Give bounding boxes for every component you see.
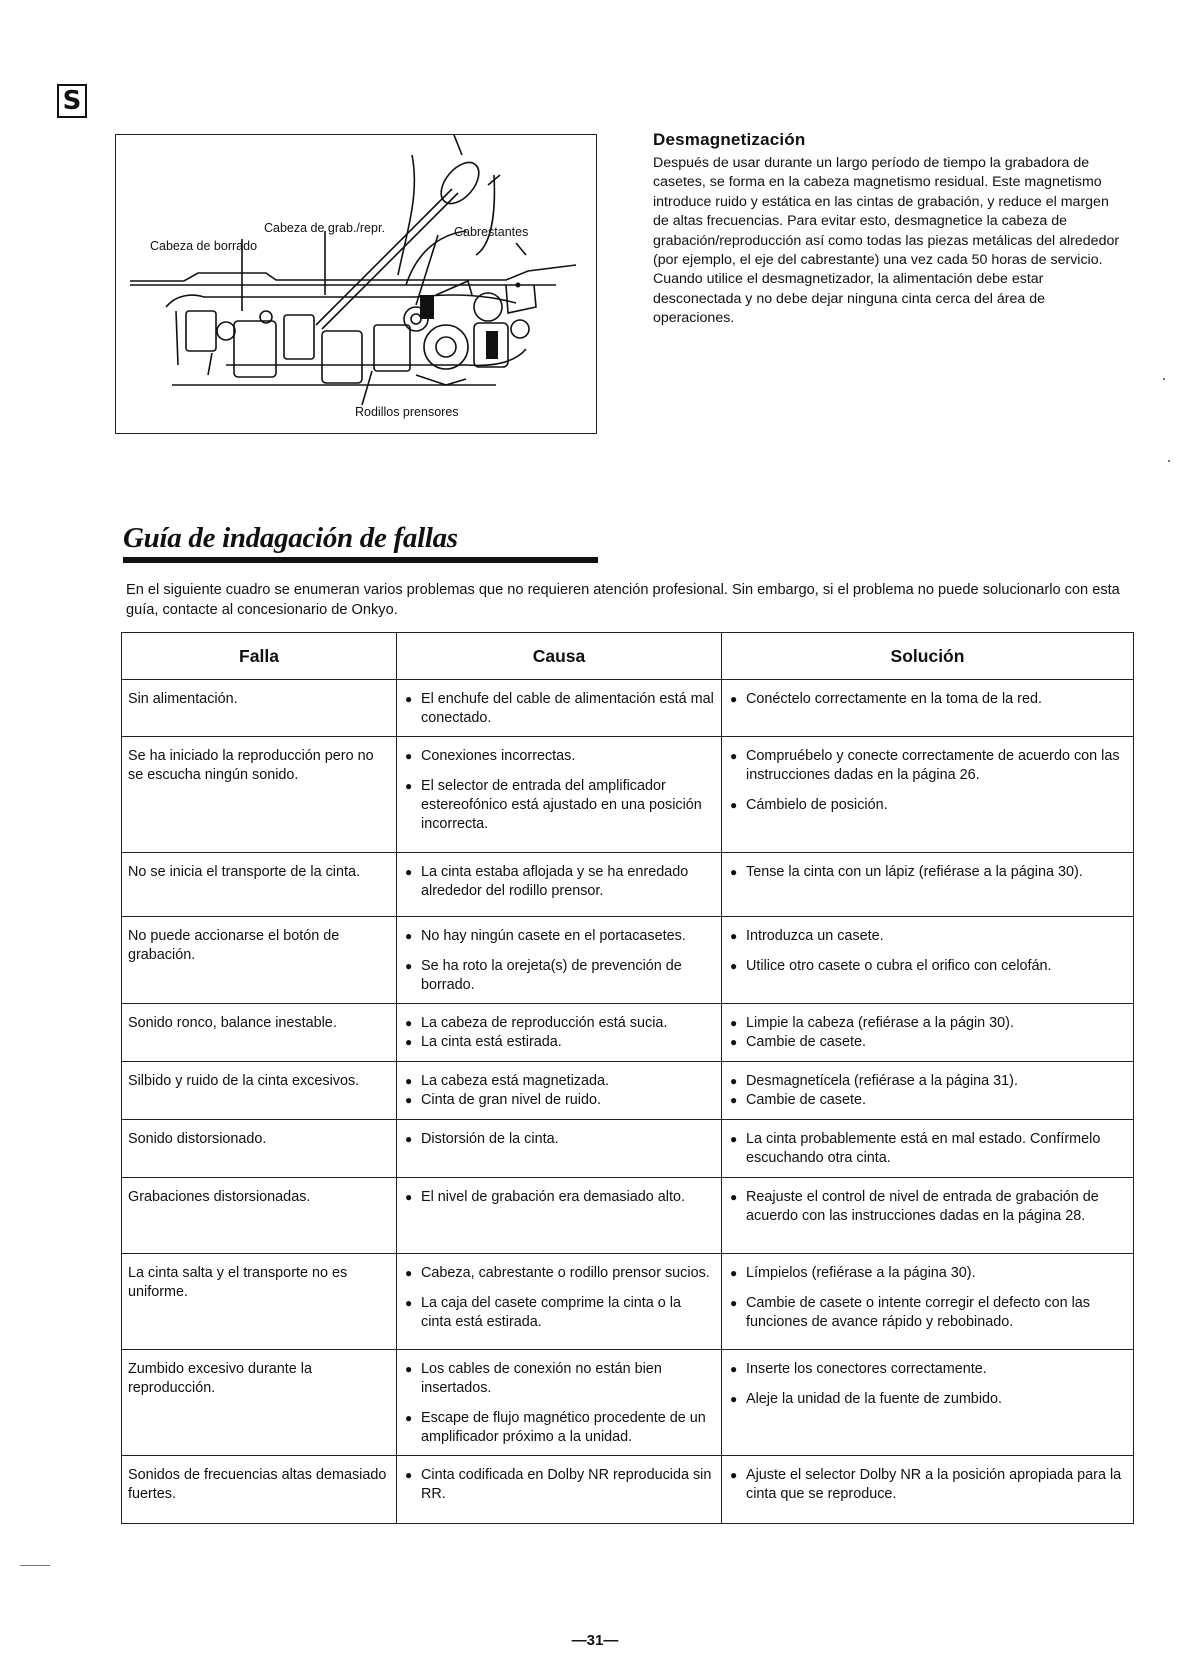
cause-item: ● Distorsión de la cinta.	[403, 1130, 715, 1149]
cause-cell	[397, 1254, 722, 1350]
cause-list	[403, 1130, 715, 1149]
solution-list	[728, 1466, 1127, 1504]
cause-item: ● No hay ningún casete en el portacasetes.	[403, 927, 715, 946]
solution-item: ● Cambie de casete.	[728, 1091, 1127, 1110]
cause-cell	[397, 917, 722, 1004]
page-number: —31—	[571, 1632, 619, 1649]
header-solution: Solución	[722, 633, 1134, 680]
solution-cell	[722, 1004, 1134, 1062]
scan-speck	[1163, 378, 1165, 380]
label-rec-head: Cabeza de grab./repr.	[264, 221, 385, 235]
cause-item: ● La cinta está estirada.	[403, 1033, 715, 1052]
solution-list	[728, 1014, 1127, 1052]
solution-item: ● Aleje la unidad de la fuente de zumbido.	[728, 1390, 1127, 1409]
solution-item: ● Compruébelo y conecte correctamente de acuerdo con las instrucciones dadas en la página 26.	[728, 747, 1127, 785]
cause-cell	[397, 1350, 722, 1456]
solution-cell	[722, 1178, 1134, 1254]
cleaning-figure	[115, 134, 597, 434]
tape-head-illustration	[116, 135, 596, 433]
cause-list	[403, 690, 715, 728]
solution-item: ● Desmagnetícela (refiérase a la página 31).	[728, 1072, 1127, 1091]
fault-cell: Se ha iniciado la reproducción pero no se escucha ningún sonido.	[122, 737, 397, 853]
solution-item: ● Cámbielo de posición.	[728, 796, 1127, 815]
solution-item: ● Límpielos (refiérase a la página 30).	[728, 1264, 1127, 1283]
table-body	[122, 680, 1134, 1524]
solution-list	[728, 1072, 1127, 1110]
table-header-row	[122, 633, 1134, 680]
demagnetization-body: Después de usar durante un largo período de tiempo la grabadora de casetes, se forma en la cabeza magnetismo residual. Este magnetismo introduce ruido y estática en las cintas de grabación, y reduce el margen de altas frecuencias. Para evitar esto, desmagnetice la cabeza de grabación/reproducción así como todas las piezas metálicas del alrededor (por ejemplo, el eje del cabrestante) una vez cada 50 horas de servicio. Cuando utilice el desmagnetizador, la alimentación debe estar desconectada y no debe dejar ninguna cinta cerca del área de operaciones.	[653, 155, 1120, 327]
cause-cell	[397, 1004, 722, 1062]
solution-cell	[722, 853, 1134, 917]
cause-item: ● Se ha roto la orejeta(s) de prevención de borrado.	[403, 957, 715, 995]
demagnetization-title: Desmagnetización	[653, 130, 806, 149]
language-badge: S	[57, 84, 87, 118]
cause-list	[403, 863, 715, 901]
solution-cell	[722, 1254, 1134, 1350]
cause-item: ● Cinta de gran nivel de ruido.	[403, 1091, 715, 1110]
table-row	[122, 1178, 1134, 1254]
cause-item: ● Los cables de conexión no están bien insertados.	[403, 1360, 715, 1398]
table-row	[122, 1350, 1134, 1456]
fault-cell: Sonidos de frecuencias altas demasiado fuertes.	[122, 1456, 397, 1524]
cause-item: ● Cinta codificada en Dolby NR reproducida sin RR.	[403, 1466, 715, 1504]
table-row	[122, 680, 1134, 737]
solution-item: ● Conéctelo correctamente en la toma de la red.	[728, 690, 1127, 709]
cause-cell	[397, 1120, 722, 1178]
label-erase-head: Cabeza de borrado	[150, 239, 258, 253]
cause-item: ● El enchufe del cable de alimentación está mal conectado.	[403, 690, 715, 728]
solution-list	[728, 1360, 1127, 1409]
troubleshooting-table	[121, 632, 1134, 1524]
solution-cell	[722, 680, 1134, 737]
cause-list	[403, 927, 715, 995]
solution-list	[728, 747, 1127, 815]
solution-item: ● Introduzca un casete.	[728, 927, 1127, 946]
cause-item: ● La cabeza de reproducción está sucia.	[403, 1014, 715, 1033]
cause-list	[403, 1264, 715, 1332]
cause-cell	[397, 1456, 722, 1524]
cause-item: ● Escape de flujo magnético procedente de un amplificador próximo a la unidad.	[403, 1409, 715, 1447]
solution-list	[728, 927, 1127, 976]
solution-list	[728, 863, 1127, 882]
title-rule	[123, 557, 598, 563]
troubleshooting-title: Guía de indagación de fallas	[123, 522, 458, 554]
table-row	[122, 1062, 1134, 1120]
fault-cell: No puede accionarse el botón de grabación.	[122, 917, 397, 1004]
table-row	[122, 1254, 1134, 1350]
solution-list	[728, 1130, 1127, 1168]
fault-cell: La cinta salta y el transporte no es uniforme.	[122, 1254, 397, 1350]
cause-cell	[397, 680, 722, 737]
cause-item: ● El nivel de grabación era demasiado alto.	[403, 1188, 715, 1207]
table-row	[122, 1120, 1134, 1178]
cause-cell	[397, 737, 722, 853]
solution-item: ● Tense la cinta con un lápiz (refiérase a la página 30).	[728, 863, 1127, 882]
cause-list	[403, 1014, 715, 1052]
cause-cell	[397, 1062, 722, 1120]
solution-cell	[722, 1456, 1134, 1524]
cause-item: ● La cinta estaba aflojada y se ha enredado alrededor del rodillo prensor.	[403, 863, 715, 901]
table-row	[122, 917, 1134, 1004]
cause-list	[403, 1360, 715, 1447]
cause-item: ● El selector de entrada del amplificador estereofónico está ajustado en una posición incorrecta.	[403, 777, 715, 834]
fault-cell: Silbido y ruido de la cinta excesivos.	[122, 1062, 397, 1120]
label-capstans: Cabrestantes	[454, 225, 529, 239]
solution-item: ● Cambie de casete.	[728, 1033, 1127, 1052]
troubleshooting-intro: En el siguiente cuadro se enumeran varios problemas que no requieren atención profesional. Sin embargo, si el problema no puede solucionarlo con esta guía, contacte al concesionario de Onkyo.	[126, 582, 1120, 618]
cause-list	[403, 747, 715, 834]
cause-item: ● Conexiones incorrectas.	[403, 747, 715, 766]
solution-cell	[722, 1120, 1134, 1178]
cause-item: ● La caja del casete comprime la cinta o la cinta está estirada.	[403, 1294, 715, 1332]
label-pinch-rollers: Rodillos prensores	[355, 405, 459, 419]
solution-item: ● Reajuste el control de nivel de entrada de grabación de acuerdo con las instrucciones dadas en la página 28.	[728, 1188, 1127, 1226]
cause-list	[403, 1466, 715, 1504]
solution-cell	[722, 1062, 1134, 1120]
cause-cell	[397, 853, 722, 917]
cause-list	[403, 1188, 715, 1207]
solution-cell	[722, 917, 1134, 1004]
table-row	[122, 853, 1134, 917]
table-row	[122, 1456, 1134, 1524]
fault-cell: No se inicia el transporte de la cinta.	[122, 853, 397, 917]
header-cause: Causa	[397, 633, 722, 680]
solution-item: ● Ajuste el selector Dolby NR a la posición apropiada para la cinta que se reproduce.	[728, 1466, 1127, 1504]
solution-item: ● La cinta probablemente está en mal estado. Confírmelo escuchando otra cinta.	[728, 1130, 1127, 1168]
demagnetization-section	[653, 130, 1123, 329]
cause-item: ● Cabeza, cabrestante o rodillo prensor sucios.	[403, 1264, 715, 1283]
solution-item: ● Inserte los conectores correctamente.	[728, 1360, 1127, 1379]
cause-item: ● La cabeza está magnetizada.	[403, 1072, 715, 1091]
header-fault: Falla	[122, 633, 397, 680]
fault-cell: Grabaciones distorsionadas.	[122, 1178, 397, 1254]
solution-cell	[722, 737, 1134, 853]
cause-list	[403, 1072, 715, 1110]
solution-list	[728, 1264, 1127, 1332]
table-row	[122, 737, 1134, 853]
table-row	[122, 1004, 1134, 1062]
fault-cell: Sin alimentación.	[122, 680, 397, 737]
solution-item: ● Limpie la cabeza (refiérase a la págin 30).	[728, 1014, 1127, 1033]
fault-cell: Sonido distorsionado.	[122, 1120, 397, 1178]
fault-cell: Zumbido excesivo durante la reproducción.	[122, 1350, 397, 1456]
solution-list	[728, 1188, 1127, 1226]
scan-speck	[1168, 460, 1170, 462]
cause-cell	[397, 1178, 722, 1254]
fault-cell: Sonido ronco, balance inestable.	[122, 1004, 397, 1062]
solution-item: ● Utilice otro casete o cubra el orifico con celofán.	[728, 957, 1127, 976]
solution-item: ● Cambie de casete o intente corregir el defecto con las funciones de avance rápido y rebobinado.	[728, 1294, 1127, 1332]
scan-speck	[20, 1565, 50, 1566]
solution-list	[728, 690, 1127, 709]
solution-cell	[722, 1350, 1134, 1456]
